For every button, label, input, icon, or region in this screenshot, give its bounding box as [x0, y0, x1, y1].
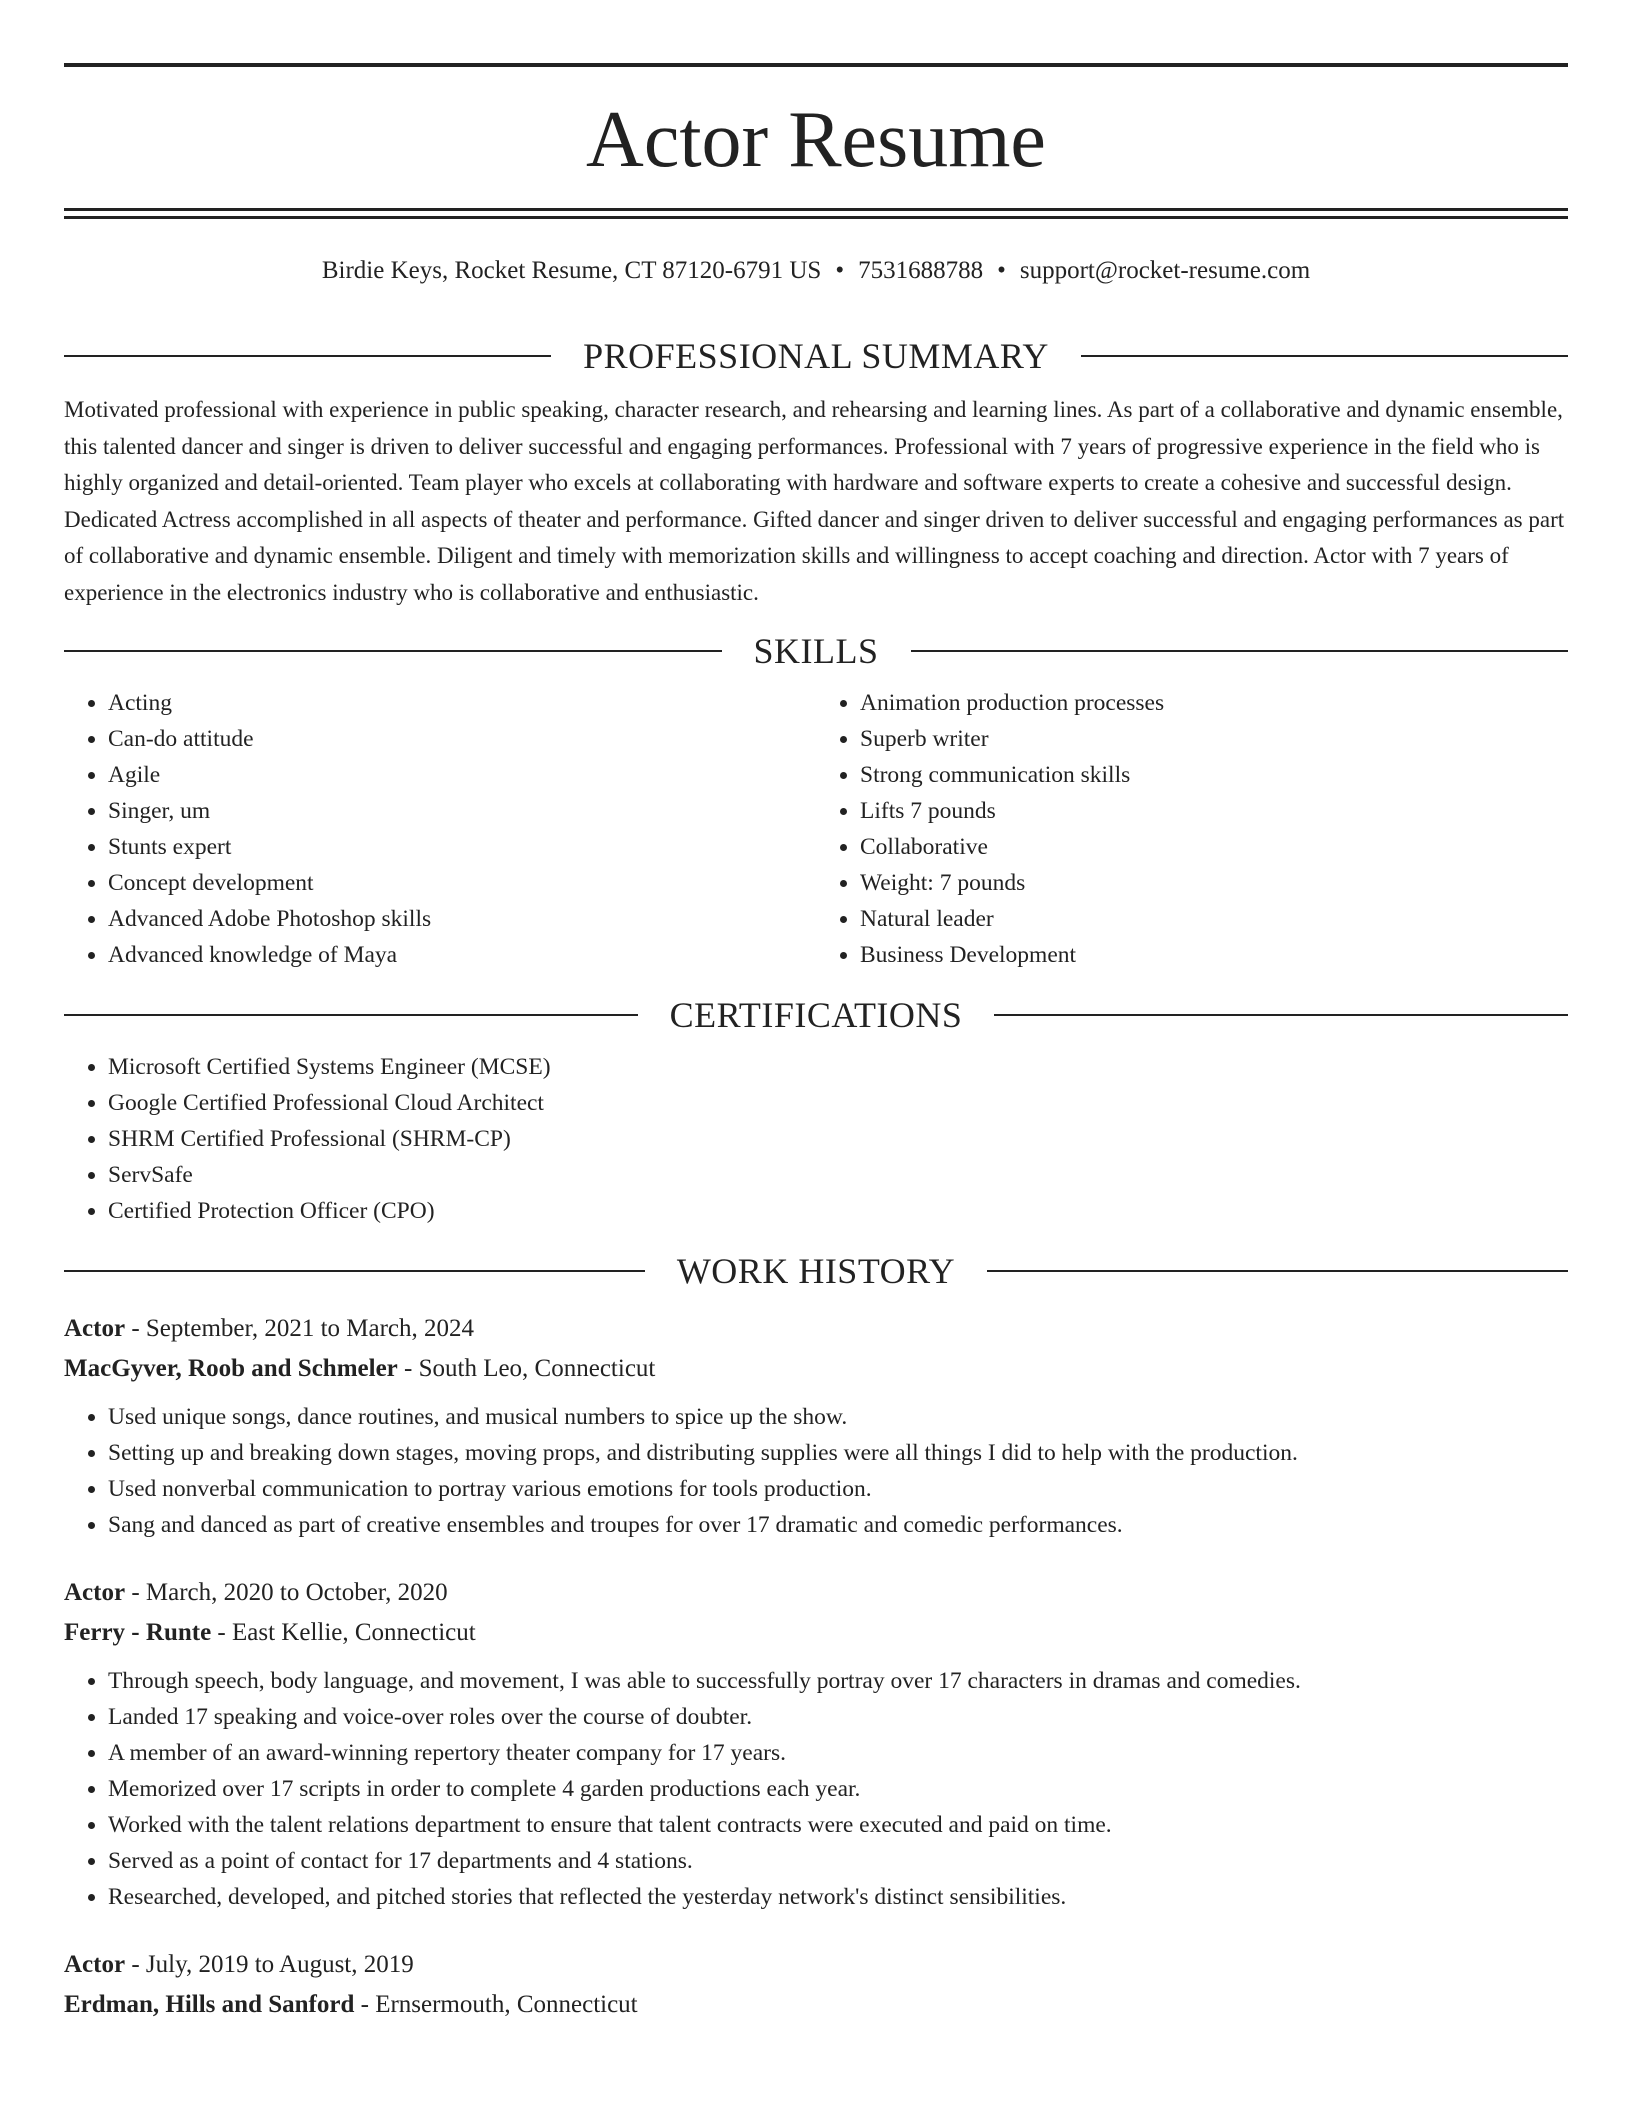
section-title: PROFESSIONAL SUMMARY: [583, 336, 1049, 376]
job-entry: [64, 1309, 1568, 1543]
certifications-list: [64, 1049, 1568, 1229]
contact-line: [64, 254, 1568, 288]
job-bullet: • Through speech, body language, and movement, I was able to successfully portray over 17 characters in dramas and comedies.: [108, 1663, 1568, 1699]
job-bullet: • Used unique songs, dance routines, and musical numbers to spice up the show.: [108, 1399, 1568, 1435]
skills-heading: [64, 625, 1568, 677]
job-dash: -: [211, 1619, 232, 1646]
job-bullet: • Served as a point of contact for 17 departments and 4 stations.: [108, 1843, 1568, 1879]
certification-item: • SHRM Certified Professional (SHRM-CP): [108, 1121, 1568, 1157]
skills-columns: [64, 685, 1568, 973]
job-dash: -: [125, 1951, 146, 1978]
job-bullet: • Setting up and breaking down stages, moving props, and distributing supplies were all things I did to help with the production.: [108, 1435, 1568, 1471]
certification-item: • Certified Protection Officer (CPO): [108, 1193, 1568, 1229]
job-company: MacGyver, Roob and Schmeler: [64, 1355, 398, 1382]
job-company: Ferry - Runte: [64, 1619, 212, 1646]
job-bullet: • Used nonverbal communication to portray various emotions for tools production.: [108, 1471, 1568, 1507]
job-bullet: • Researched, developed, and pitched stories that reflected the yesterday network's distinct sensibilities.: [108, 1879, 1568, 1915]
work-history-heading: [64, 1245, 1568, 1297]
job-location: Ernsermouth, Connecticut: [375, 1991, 638, 2018]
skill-item: • Business Development: [860, 937, 1568, 973]
skill-item: • Stunts expert: [108, 829, 816, 865]
skill-item: • Natural leader: [860, 901, 1568, 937]
job-bullets: [64, 1399, 1568, 1543]
heading-rule: [987, 1270, 1568, 1272]
skills-list-right: [816, 685, 1568, 973]
heading-rule: [911, 650, 1569, 652]
page-title: Actor Resume: [586, 96, 1046, 184]
job-title-line: [64, 1573, 1568, 1613]
skill-item: • Lifts 7 pounds: [860, 793, 1568, 829]
skill-item: • Animation production processes: [860, 685, 1568, 721]
heading-rule: [1081, 355, 1568, 357]
resume-body: [64, 330, 1568, 2025]
skills-list-left: [64, 685, 816, 973]
skill-item: • Weight: 7 pounds: [860, 865, 1568, 901]
job-title: Actor: [64, 1951, 126, 1978]
section-title: SKILLS: [753, 631, 879, 671]
heading-rule: [994, 1014, 1568, 1016]
job-title-line: [64, 1309, 1568, 1349]
certifications-heading: [64, 989, 1568, 1041]
summary-text: Motivated professional with experience in public speaking, character research, and rehearsing and learning lines. As part of a collaborative and dynamic ensemble, this talented dancer and singer is driven to deliver successful and engaging performances. Professional with 7 years of progressive experience in the field who is highly organized and detail-oriented. Team player who excels at collaborating with hardware and software experts to create a cohesive and successful design. Dedicated Actress accomplished in all aspects of theater and performance. Gifted dancer and singer driven to deliver successful and engaging performances as part of collaborative and dynamic ensemble. Diligent and timely with memorization skills and willingness to accept coaching and direction. Actor with 7 years of experience in the electronics industry who is collaborative and enthusiastic.: [64, 397, 1565, 605]
job-title-line: [64, 1945, 1568, 1985]
skill-item: • Advanced Adobe Photoshop skills: [108, 901, 816, 937]
heading-rule: [64, 355, 551, 357]
skill-item: • Concept development: [108, 865, 816, 901]
skill-item: • Can-do attitude: [108, 721, 816, 757]
job-entry: [64, 1945, 1568, 2025]
title-rule-lower: [64, 216, 1568, 219]
job-company: Erdman, Hills and Sanford: [64, 1991, 355, 2018]
job-dash: -: [125, 1579, 146, 1606]
job-title: Actor: [64, 1315, 126, 1342]
contact-email: support@rocket-resume.com: [1019, 257, 1311, 284]
skill-item: • Superb writer: [860, 721, 1568, 757]
heading-rule: [64, 1270, 645, 1272]
contact-address: Birdie Keys, Rocket Resume, CT 87120-6791 US: [321, 257, 822, 284]
certification-item: • ServSafe: [108, 1157, 1568, 1193]
top-rule: [64, 63, 1568, 67]
certification-item: • Google Certified Professional Cloud Architect: [108, 1085, 1568, 1121]
skill-item: • Collaborative: [860, 829, 1568, 865]
job-title: Actor: [64, 1579, 126, 1606]
contact-separator: •: [835, 257, 845, 284]
job-company-line: [64, 1613, 1568, 1653]
work-history-list: [64, 1309, 1568, 2025]
contact-phone: 7531688788: [858, 257, 984, 284]
job-bullets: [64, 1663, 1568, 1915]
job-dates: March, 2020 to October, 2020: [145, 1579, 448, 1606]
job-dash: -: [397, 1355, 419, 1382]
job-bullet: • Landed 17 speaking and voice-over roles over the course of doubter.: [108, 1699, 1568, 1735]
job-entry: [64, 1573, 1568, 1915]
heading-rule: [64, 650, 722, 652]
section-title: CERTIFICATIONS: [669, 995, 963, 1035]
job-location: East Kellie, Connecticut: [232, 1619, 476, 1646]
job-dates: July, 2019 to August, 2019: [145, 1951, 414, 1978]
job-company-line: [64, 1985, 1568, 2025]
job-company-line: [64, 1349, 1568, 1389]
certification-item: • Microsoft Certified Systems Engineer (MCSE): [108, 1049, 1568, 1085]
job-bullet: • A member of an award-winning repertory theater company for 17 years.: [108, 1735, 1568, 1771]
job-bullet: • Worked with the talent relations department to ensure that talent contracts were executed and paid on time.: [108, 1807, 1568, 1843]
job-dash: -: [125, 1315, 146, 1342]
summary-heading: [64, 330, 1568, 382]
skill-item: • Acting: [108, 685, 816, 721]
job-dates: September, 2021 to March, 2024: [145, 1315, 475, 1342]
section-title: WORK HISTORY: [676, 1251, 956, 1291]
skill-item: • Strong communication skills: [860, 757, 1568, 793]
job-bullet: • Memorized over 17 scripts in order to complete 4 garden productions each year.: [108, 1771, 1568, 1807]
job-bullet: • Sang and danced as part of creative ensembles and troupes for over 17 dramatic and comedic performances.: [108, 1507, 1568, 1543]
contact-separator: •: [997, 257, 1006, 284]
skill-item: • Agile: [108, 757, 816, 793]
job-location: South Leo, Connecticut: [418, 1355, 656, 1382]
skill-item: • Advanced knowledge of Maya: [108, 937, 816, 973]
skill-item: • Singer, um: [108, 793, 816, 829]
title-rule-upper: [64, 208, 1568, 211]
job-dash: -: [354, 1991, 376, 2018]
heading-rule: [64, 1014, 638, 1016]
